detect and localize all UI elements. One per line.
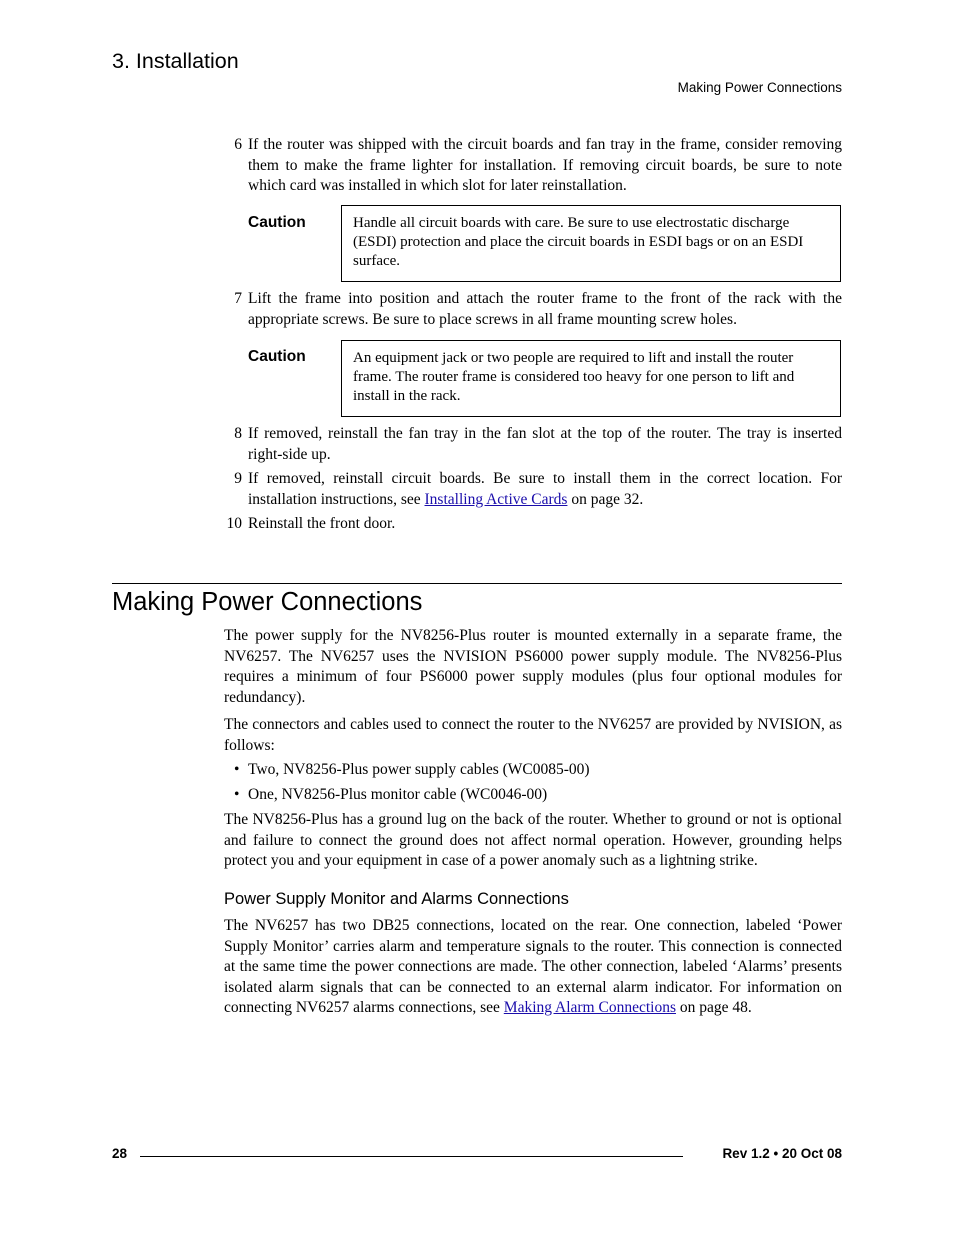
list-item	[210, 135, 842, 197]
paragraph-part: on page 48.	[675, 999, 752, 1016]
list-item	[210, 469, 842, 510]
list-item	[210, 289, 842, 330]
step-number: 10	[226, 515, 242, 532]
bullet-text: Two, NV8256-Plus power supply cables (WC0085-00)	[248, 761, 590, 778]
subsection-title: Power Supply Monitor and Alarms Connections	[224, 890, 569, 908]
section-divider	[112, 583, 842, 584]
step-number: 9	[234, 470, 242, 487]
chapter-title: 3. Installation	[112, 49, 239, 73]
step-text: Reinstall the front door.	[248, 515, 396, 532]
caution-label: Caution	[248, 348, 306, 365]
list-item	[234, 785, 547, 806]
bullet-icon: •	[234, 761, 240, 778]
footer-divider	[140, 1156, 683, 1157]
step-text: Lift the frame into position and attach the router frame to the front of the rack with the appropriate screws. Be sure to place screws in all frame mounting screw holes.	[248, 290, 842, 328]
step-number: 7	[234, 290, 242, 307]
step-text-part: If removed, reinstall circuit boards. Be sure to install them in the correct location. For installation instructions, see	[248, 470, 842, 508]
installing-active-cards-link[interactable]: Installing Active Cards	[424, 490, 568, 508]
section-title: Making Power Connections	[112, 588, 423, 616]
making-alarm-connections-link[interactable]: Making Alarm Connections	[503, 999, 676, 1016]
caution-text: Handle all circuit boards with care. Be sure to use electrostatic discharge (ESDI) protection and place the circuit boards in ESDI bags or on an ESDI surface.	[353, 215, 804, 269]
step-text: If the router was shipped with the circuit boards and fan tray in the frame, consider removing them to make the frame lighter for installation. If removing circuit boards, be sure to note which card was installed in which slot for later reinstallation.	[248, 136, 842, 194]
step-text	[248, 469, 842, 510]
step-number: 8	[234, 425, 242, 442]
revision-label: Rev 1.2 • 20 Oct 08	[722, 1146, 842, 1161]
running-head: Making Power Connections	[677, 80, 842, 95]
caution-box	[341, 205, 841, 282]
paragraph: The connectors and cables used to connect the router to the NV6257 are provided by NVISION, as follows:	[224, 716, 842, 754]
list-item	[210, 514, 842, 535]
paragraph: The power supply for the NV8256-Plus router is mounted externally in a separate frame, the NV6257. The NV6257 uses the NVISION PS6000 power supply module. The NV8256-Plus requires a minimum of four PS6000 power supply modules (plus four optional modules for redundancy).	[224, 627, 842, 706]
page-number: 28	[112, 1146, 128, 1161]
paragraph: The NV8256-Plus has a ground lug on the back of the router. Whether to ground or not is optional and failure to connect the ground does not affect normal operation. However, grounding helps protect you and your equipment in case of a power anomaly such as a lightning strike.	[224, 811, 842, 869]
list-item	[210, 424, 842, 465]
bullet-text: One, NV8256-Plus monitor cable (WC0046-00)	[248, 786, 548, 803]
caution-box	[341, 340, 841, 417]
paragraph	[224, 916, 842, 1019]
caution-text: An equipment jack or two people are required to lift and install the router frame. The router frame is considered too heavy for one person to lift and install in the rack.	[353, 350, 795, 404]
caution-label: Caution	[248, 214, 306, 231]
list-item	[234, 760, 590, 781]
bullet-icon: •	[234, 786, 240, 803]
step-text-part: on page 32.	[567, 490, 644, 508]
paragraph-part: The NV6257 has two DB25 connections, located on the rear. One connection, labeled ‘Power Supply Monitor’ carries alarm and temperature signals to the router. This connection is connected at the same time the power connections are made. The other connection, labeled ‘Alarms’ presents isolated alarm signals that can be connected to an external alarm indicator. For information on connecting NV6257 alarms connections, see	[224, 917, 842, 1016]
step-number: 6	[234, 136, 242, 153]
step-text: If removed, reinstall the fan tray in the fan slot at the top of the router. The tray is inserted right-side up.	[248, 425, 842, 463]
